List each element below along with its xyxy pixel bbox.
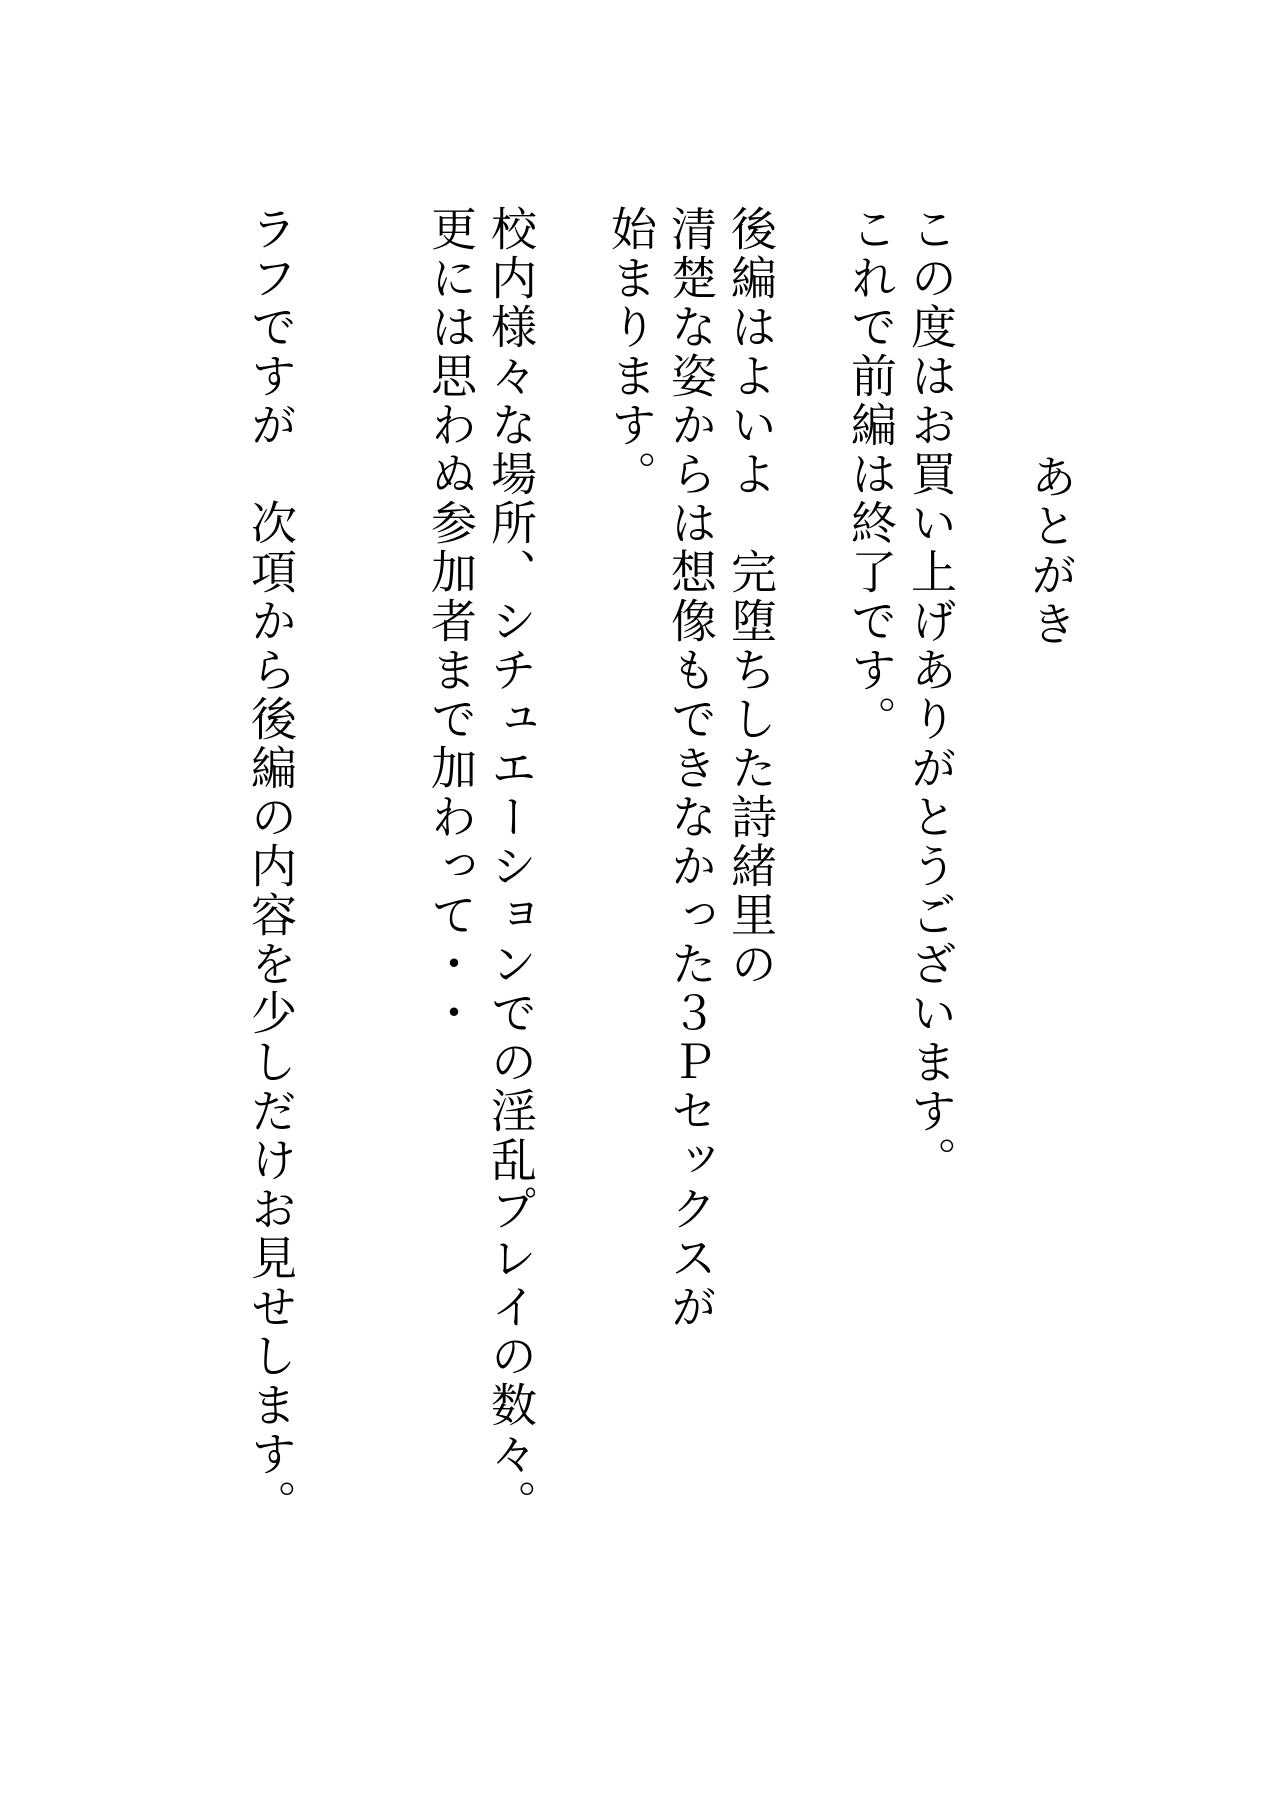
afterword-line-7: 更には思わぬ参加者まで加わって・・ — [425, 205, 476, 1038]
afterword-text-block — [240, 205, 1080, 1585]
afterword-line-2: これで前編は終了です。 — [845, 205, 896, 744]
afterword-line-1: この度はお買い上げありがとうございます。 — [905, 205, 956, 1185]
afterword-line-5: 始まります。 — [605, 205, 656, 499]
afterword-line-6: 校内様々な場所、シチュエーションでの淫乱プレイの数々。 — [485, 205, 536, 1528]
afterword-line-4: 清楚な姿からは想像もできなかった３Ｐセックスが — [665, 205, 716, 1332]
afterword-line-8: ラフですが 次項から後編の内容を少しだけお見せします。 — [245, 205, 296, 1528]
page-title: あとがき — [1025, 453, 1076, 649]
afterword-line-3: 後編はよいよ 完堕ちした詩緒里の — [725, 205, 776, 989]
